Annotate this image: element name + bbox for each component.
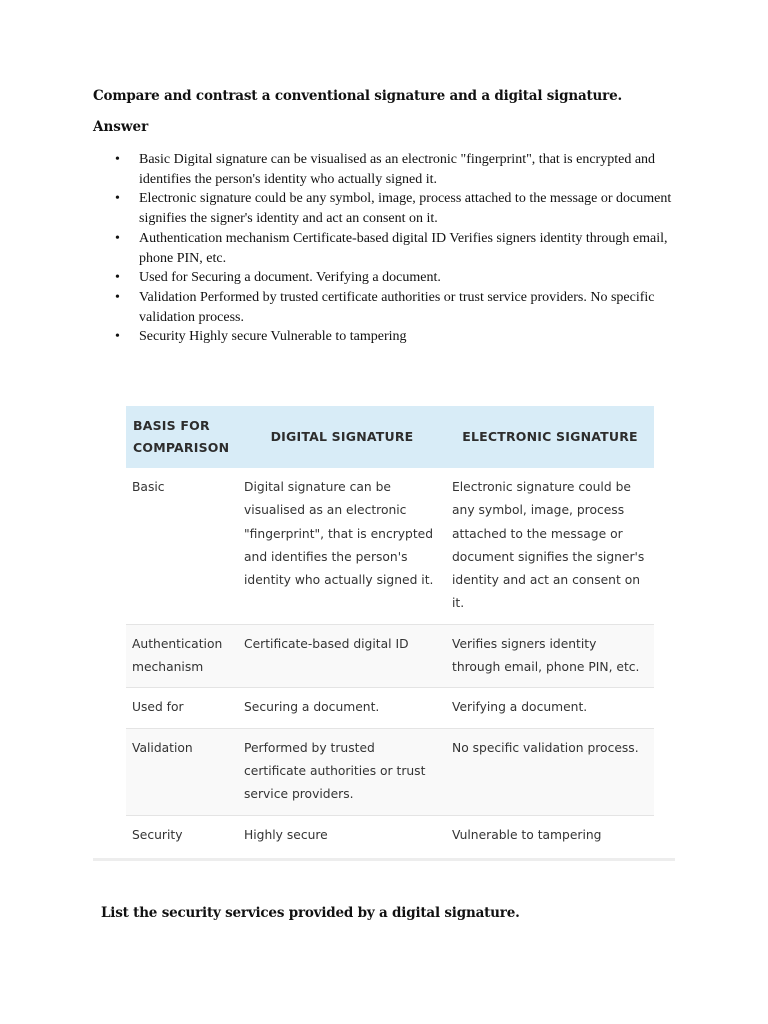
question-heading: Compare and contrast a conventional signature and a digital signature. — [93, 88, 622, 104]
bullet-item: • Security Highly secure Vulnerable to tampering — [93, 327, 673, 347]
bullet-item: • Validation Performed by trusted certificate authorities or trust service providers. No specific validation process. — [93, 288, 673, 327]
header-basis: BASIS FOR COMPARISON — [126, 406, 238, 468]
header-electronic-signature: ELECTRONIC SIGNATURE — [446, 406, 654, 468]
row-basis-cell: Authentication mechanism — [126, 624, 238, 688]
row-digital-cell: Highly secure — [244, 827, 328, 842]
answer-label: Answer — [93, 119, 149, 135]
list-question-heading: List the security services provided by a digital signature. — [101, 905, 520, 921]
header-digital-signature: DIGITAL SIGNATURE — [238, 406, 446, 468]
row-electronic-cell: Verifies signers identity through email, phone PIN, etc. — [446, 624, 654, 688]
bullet-item: • Authentication mechanism Certificate-based digital ID Verifies signers identity through email, phone PIN, etc. — [93, 229, 673, 268]
row-digital-cell: Digital signature can be visualised as an electronic "fingerprint", that is encrypted and identifies the person's identity who actually signed it. — [238, 468, 446, 624]
row-electronic-cell: No specific validation process. — [446, 728, 654, 815]
row-basis-cell: Basic — [126, 468, 238, 624]
table-row — [126, 815, 654, 855]
bullet-item: • Electronic signature could be any symbol, image, process attached to the message or document signifies the signer's identity and act an consent on it. — [93, 189, 673, 228]
row-basis-cell: Security — [132, 827, 183, 842]
row-electronic-cell: Electronic signature could be any symbol, image, process attached to the message or document signifies the signer's identity and act an consent on it. — [446, 468, 654, 624]
comparison-table-image — [93, 406, 675, 861]
bullet-item: • Basic Digital signature can be visualised as an electronic "fingerprint", that is encrypted and identifies the person's identity who actually signed it. — [93, 150, 673, 189]
table-row — [126, 624, 654, 688]
row-electronic-cell: Verifying a document. — [446, 688, 654, 728]
row-digital-cell: Securing a document. — [238, 688, 446, 728]
comparison-table — [126, 406, 654, 855]
row-electronic-cell: Vulnerable to tampering — [452, 827, 602, 842]
table-header-row — [126, 406, 654, 468]
bullet-item: • Used for Securing a document. Verifying a document. — [93, 268, 673, 288]
row-digital-cell: Certificate-based digital ID — [238, 624, 446, 688]
table-row — [126, 468, 654, 624]
answer-bullet-list — [93, 150, 673, 347]
row-basis-cell: Validation — [126, 728, 238, 815]
row-basis-cell: Used for — [126, 688, 238, 728]
table-row — [126, 728, 654, 815]
row-digital-cell: Performed by trusted certificate authorities or trust service providers. — [238, 728, 446, 815]
table-row — [126, 688, 654, 728]
